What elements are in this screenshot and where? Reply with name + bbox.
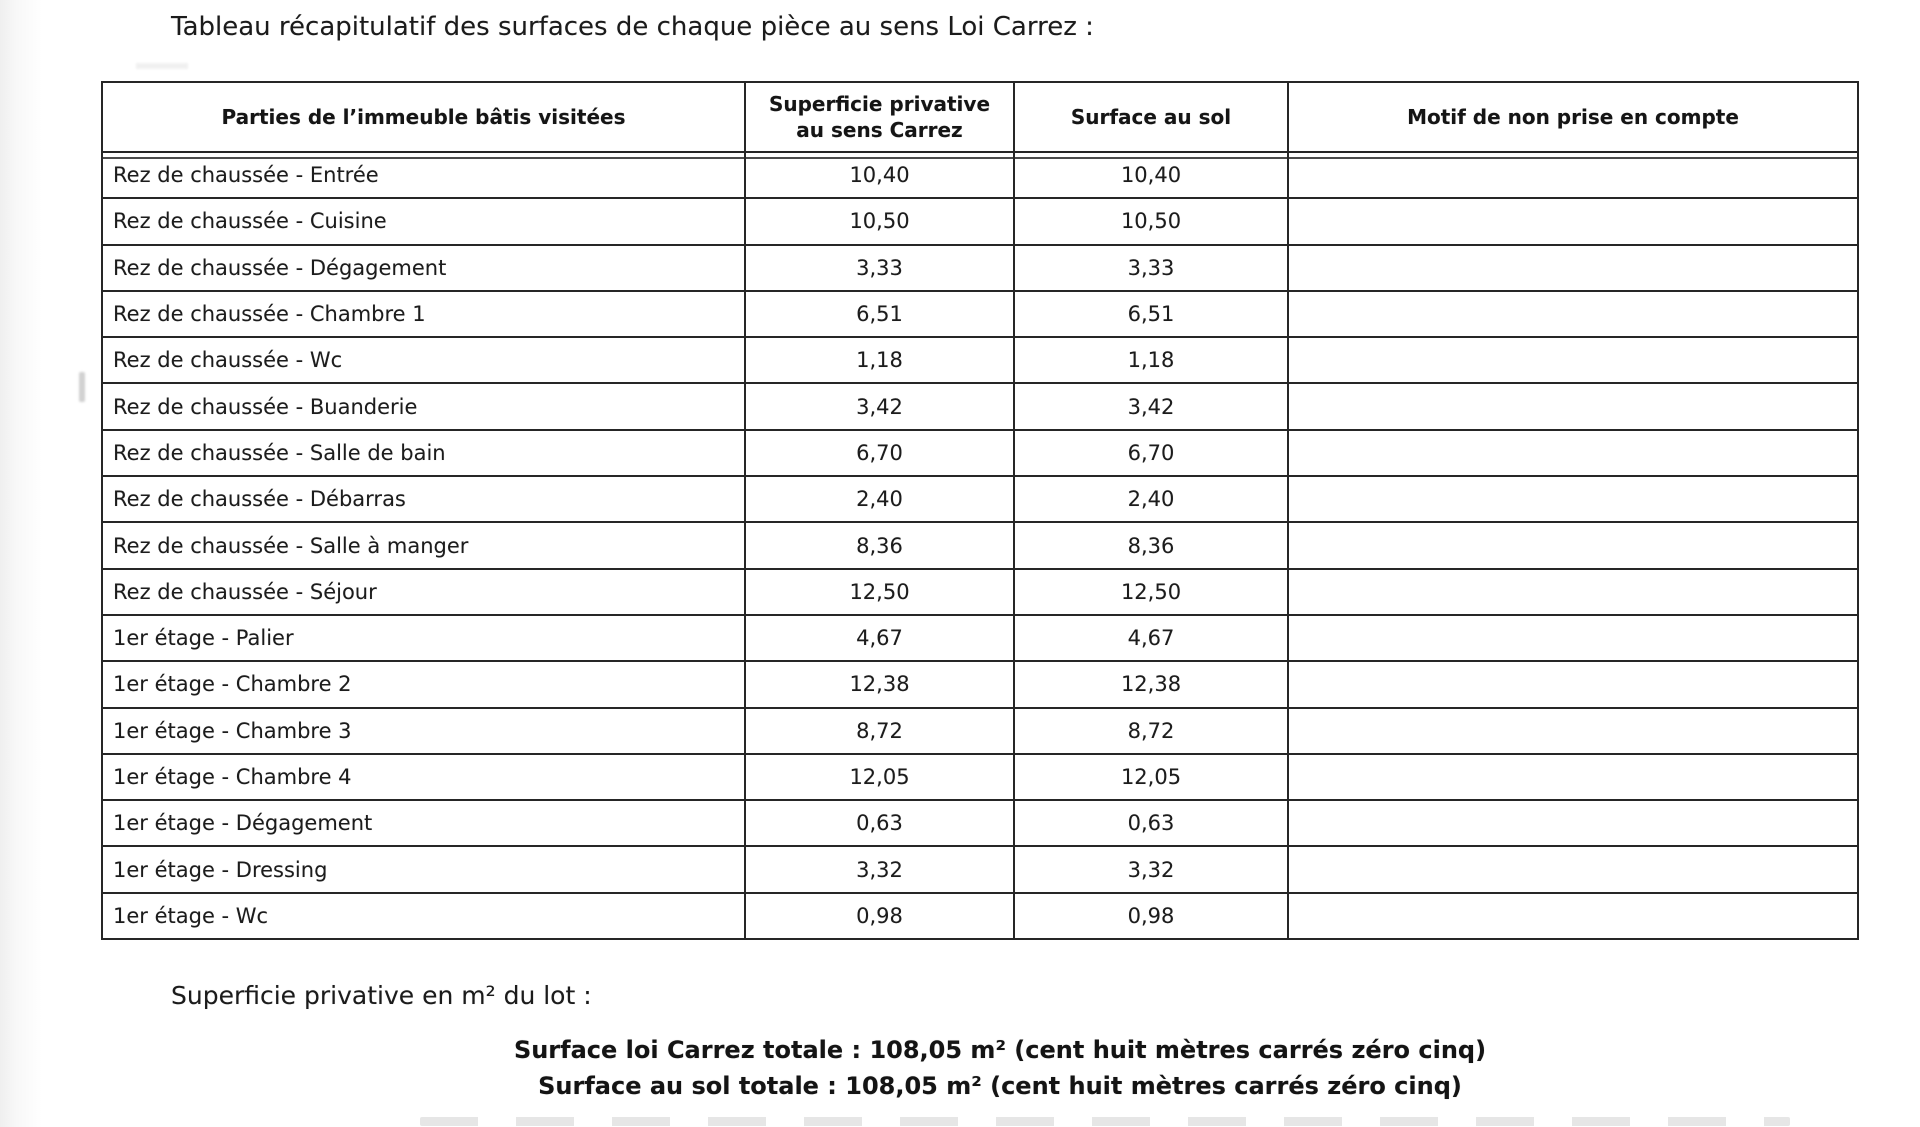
carrez-value-cell: 4,67 [745,615,1014,661]
room-cell: 1er étage - Chambre 3 [102,708,745,754]
sol-value-cell: 12,05 [1014,754,1288,800]
carrez-value-cell: 0,63 [745,800,1014,846]
scan-artifact-top [136,63,188,69]
room-cell: Rez de chaussée - Salle à manger [102,522,745,568]
motif-cell [1288,754,1858,800]
scan-artifact-left-margin [79,372,85,402]
carrez-value-cell: 0,98 [745,893,1014,939]
sol-value-cell: 2,40 [1014,476,1288,522]
motif-cell [1288,430,1858,476]
table-row [102,476,1858,522]
motif-cell [1288,476,1858,522]
column-header-parties: Parties de l’immeuble bâtis visitées [102,82,745,152]
carrez-value-cell: 8,72 [745,708,1014,754]
scan-left-edge-shading [0,0,42,1127]
sol-value-cell: 12,50 [1014,569,1288,615]
sol-value-cell: 10,40 [1014,152,1288,198]
motif-cell [1288,569,1858,615]
room-cell: 1er étage - Dégagement [102,800,745,846]
column-header-superficie-carrez: Superficie privative au sens Carrez [745,82,1014,152]
sol-value-cell: 0,63 [1014,800,1288,846]
carrez-value-cell: 10,40 [745,152,1014,198]
carrez-surfaces-table [101,81,1859,940]
room-cell: Rez de chaussée - Séjour [102,569,745,615]
sol-value-cell: 3,32 [1014,846,1288,892]
sol-value-cell: 4,67 [1014,615,1288,661]
carrez-value-cell: 8,36 [745,522,1014,568]
carrez-value-cell: 12,38 [745,661,1014,707]
room-cell: Rez de chaussée - Chambre 1 [102,291,745,337]
table-row [102,846,1858,892]
table-row [102,893,1858,939]
room-cell: 1er étage - Dressing [102,846,745,892]
room-cell: 1er étage - Chambre 2 [102,661,745,707]
motif-cell [1288,291,1858,337]
carrez-value-cell: 2,40 [745,476,1014,522]
table-row [102,198,1858,244]
sol-value-cell: 12,38 [1014,661,1288,707]
room-cell: Rez de chaussée - Wc [102,337,745,383]
column-header-surface-sol: Surface au sol [1014,82,1288,152]
motif-cell [1288,337,1858,383]
total-carrez-line: Surface loi Carrez totale : 108,05 m² (cent huit mètres carrés zéro cinq) [513,1036,1487,1064]
room-cell: Rez de chaussée - Dégagement [102,245,745,291]
motif-cell [1288,893,1858,939]
sol-value-cell: 0,98 [1014,893,1288,939]
motif-cell [1288,615,1858,661]
sol-value-cell: 8,72 [1014,708,1288,754]
motif-cell [1288,383,1858,429]
section-label: Superficie privative en m² du lot : [171,981,592,1010]
table-row [102,800,1858,846]
carrez-value-cell: 3,33 [745,245,1014,291]
motif-cell [1288,708,1858,754]
sol-value-cell: 10,50 [1014,198,1288,244]
room-cell: Rez de chaussée - Entrée [102,152,745,198]
motif-cell [1288,800,1858,846]
table-row [102,291,1858,337]
sol-value-cell: 3,42 [1014,383,1288,429]
room-cell: Rez de chaussée - Salle de bain [102,430,745,476]
column-header-motif: Motif de non prise en compte [1288,82,1858,152]
carrez-value-cell: 10,50 [745,198,1014,244]
table-row [102,522,1858,568]
sol-value-cell: 3,33 [1014,245,1288,291]
carrez-value-cell: 6,70 [745,430,1014,476]
table-row [102,615,1858,661]
table-row [102,661,1858,707]
table-row [102,383,1858,429]
table-row [102,152,1858,198]
room-cell: Rez de chaussée - Cuisine [102,198,745,244]
room-cell: Rez de chaussée - Débarras [102,476,745,522]
cutoff-text-top-edge [420,1117,1790,1126]
carrez-value-cell: 12,05 [745,754,1014,800]
motif-cell [1288,152,1858,198]
room-cell: 1er étage - Wc [102,893,745,939]
room-cell: Rez de chaussée - Buanderie [102,383,745,429]
sol-value-cell: 8,36 [1014,522,1288,568]
surfaces-table [101,81,1857,938]
table-row [102,569,1858,615]
table-row [102,245,1858,291]
table-row [102,337,1858,383]
totals-block [120,1032,1880,1104]
carrez-value-cell: 6,51 [745,291,1014,337]
page-title: Tableau récapitulatif des surfaces de chaque pièce au sens Loi Carrez : [171,12,1094,42]
table-row [102,708,1858,754]
motif-cell [1288,846,1858,892]
carrez-value-cell: 12,50 [745,569,1014,615]
room-cell: 1er étage - Chambre 4 [102,754,745,800]
sol-value-cell: 6,51 [1014,291,1288,337]
motif-cell [1288,245,1858,291]
sol-value-cell: 6,70 [1014,430,1288,476]
carrez-value-cell: 1,18 [745,337,1014,383]
carrez-value-cell: 3,42 [745,383,1014,429]
table-header-row [102,82,1858,152]
motif-cell [1288,661,1858,707]
total-sol-line: Surface au sol totale : 108,05 m² (cent huit mètres carrés zéro cinq) [538,1072,1462,1100]
table-row [102,754,1858,800]
motif-cell [1288,198,1858,244]
table-row [102,430,1858,476]
carrez-value-cell: 3,32 [745,846,1014,892]
motif-cell [1288,522,1858,568]
room-cell: 1er étage - Palier [102,615,745,661]
sol-value-cell: 1,18 [1014,337,1288,383]
